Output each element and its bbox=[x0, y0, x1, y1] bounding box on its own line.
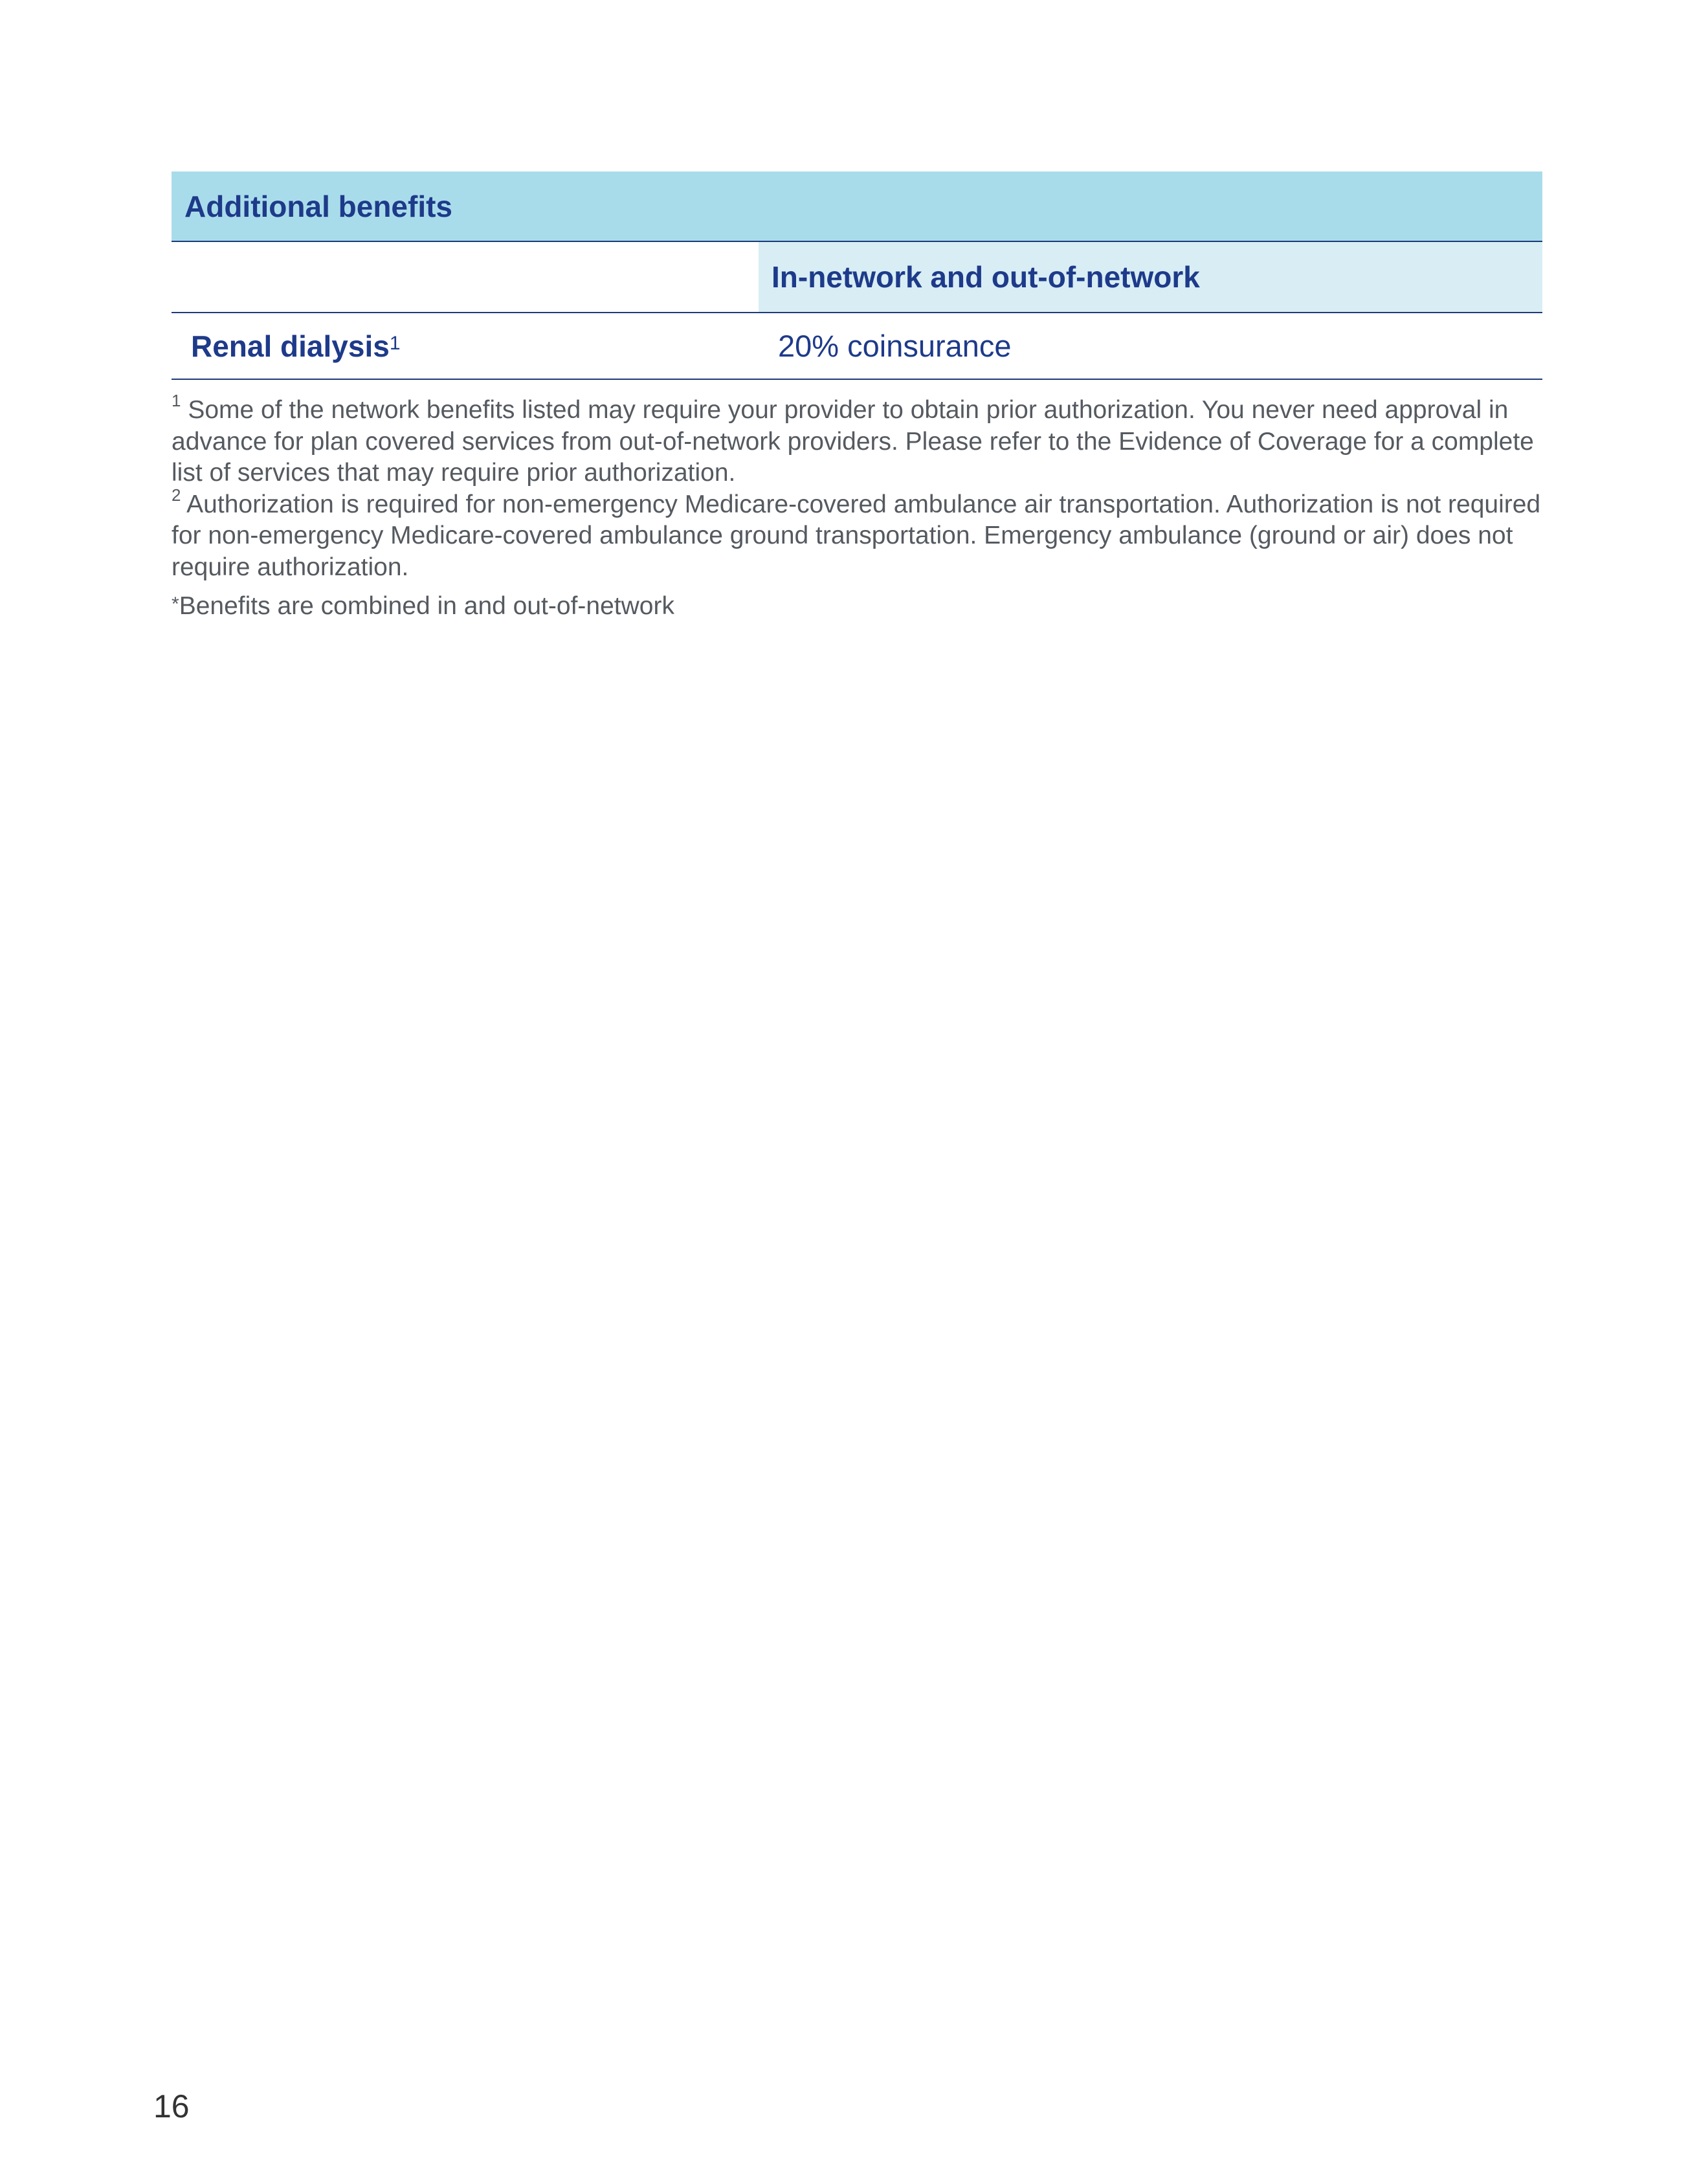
footnote-2 bbox=[172, 485, 1550, 584]
footnote-1 bbox=[172, 391, 1550, 489]
benefit-name-cell bbox=[172, 313, 759, 379]
section-title: Additional benefits bbox=[184, 189, 452, 223]
footnotes bbox=[172, 391, 1550, 624]
section-header bbox=[172, 171, 1542, 242]
footnote-text: Authorization is required for non-emergency Medicare-covered ambulance air transportation. Authorization is not required for non-emergency Medicare-covered ambulance ground transportation. Emergency ambulance (ground or air) does not require authorization. bbox=[172, 490, 1541, 581]
footnote-marker: 1 bbox=[172, 391, 181, 410]
star-note bbox=[172, 591, 1550, 624]
table-row bbox=[172, 313, 1542, 380]
benefit-value: 20% coinsurance bbox=[778, 329, 1012, 363]
page-number: 16 bbox=[153, 2088, 190, 2124]
column-header-label: In-network and out-of-network bbox=[772, 260, 1200, 294]
footnote-marker: 2 bbox=[172, 485, 181, 505]
footnote-ref: 1 bbox=[389, 332, 401, 354]
column-header-empty bbox=[172, 242, 759, 312]
footnote-text: Some of the network benefits listed may require your provider to obtain prior authorization. You never need approval in advance for plan covered services from out-of-network providers. Please refer to the Evidence of Coverage for a complete list of services that may require prior authorization. bbox=[172, 396, 1534, 487]
additional-benefits-table bbox=[172, 171, 1542, 380]
benefit-value-cell bbox=[759, 313, 1542, 379]
star-marker: * bbox=[172, 593, 179, 615]
column-header-row bbox=[172, 242, 1542, 313]
column-header bbox=[759, 242, 1542, 312]
star-note-text: Benefits are combined in and out-of-network bbox=[179, 592, 674, 620]
benefit-name: Renal dialysis bbox=[191, 329, 390, 363]
